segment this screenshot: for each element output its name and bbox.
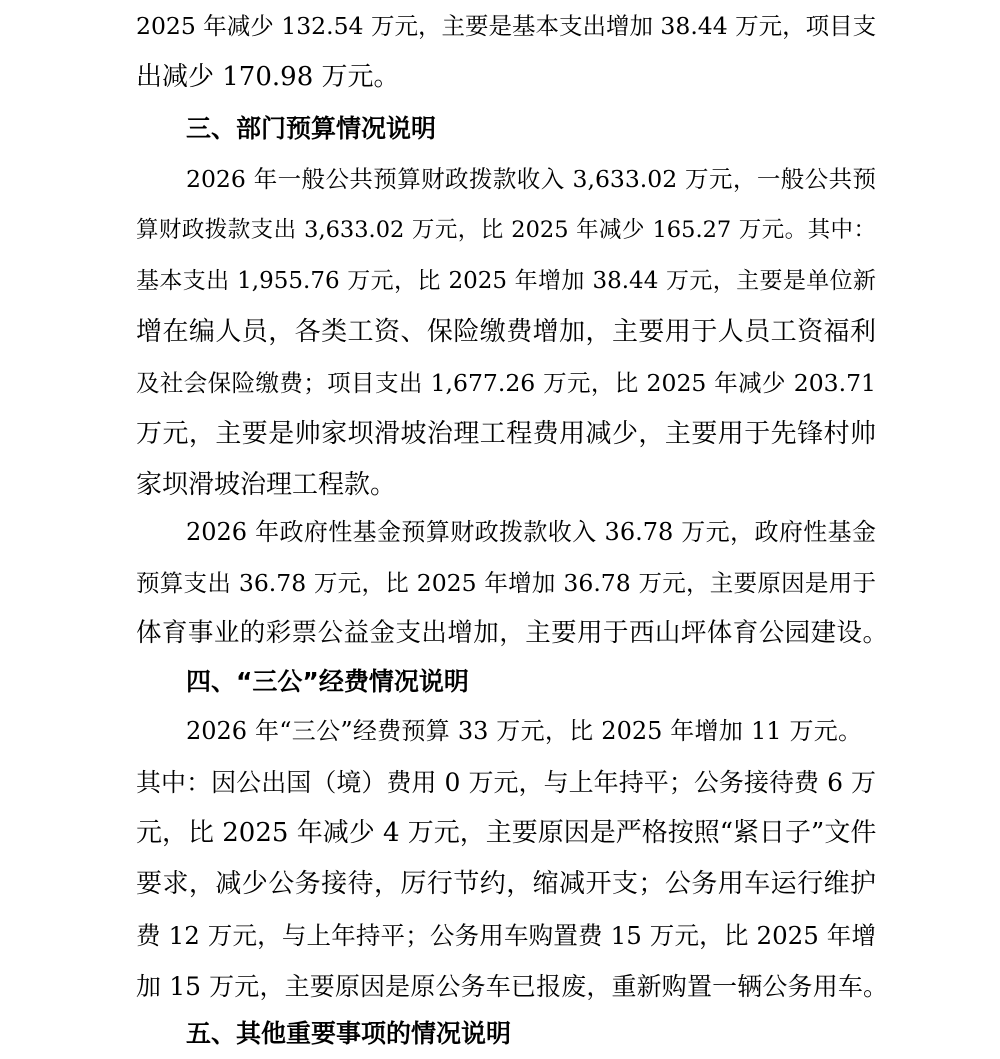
text-line: 体育事业的彩票公益金支出增加，主要用于西山坪体育公园建设。 (136, 618, 888, 648)
text-line: 费 12 万元，与上年持平；公务用车购置费 15 万元，比 2025 年增 (136, 921, 876, 950)
text-line: 要求，减少公务接待，厉行节约，缩减开支；公务用车运行维护 (136, 869, 876, 899)
text-line: 2026 年政府性基金预算财政拨款收入 36.78 万元，政府性基金 (186, 518, 876, 546)
text-line: 元，比 2025 年减少 4 万元，主要原因是严格按照“紧日子”文件 (136, 818, 876, 848)
text-line: 算财政拨款支出 3,633.02 万元，比 2025 年减少 165.27 万元。其中： (136, 217, 876, 243)
text-line: 加 15 万元，主要原因是原公务车已报废，重新购置一辆公务用车。 (136, 972, 888, 1001)
text-line: 出减少 170.98 万元。 (136, 62, 400, 92)
text-line: 家坝滑坡治理工程款。 (136, 470, 397, 500)
text-line: 2026 年“三公”经费预算 33 万元，比 2025 年增加 11 万元。 (186, 717, 862, 745)
text-line: 万元，主要是帅家坝滑坡治理工程费用减少，主要用于先锋村帅 (136, 419, 876, 449)
section-heading: 四、“三公”经费情况说明 (186, 667, 469, 696)
text-line: 2026 年一般公共预算财政拨款收入 3,633.02 万元，一般公共预 (186, 165, 876, 193)
text-line: 及社会保险缴费；项目支出 1,677.26 万元，比 2025 年减少 203.71 (136, 369, 876, 397)
section-heading: 五、其他重要事项的情况说明 (186, 1019, 512, 1048)
text-line: 预算支出 36.78 万元，比 2025 年增加 36.78 万元，主要原因是用于 (136, 569, 876, 597)
text-line: 基本支出 1,955.76 万元，比 2025 年增加 38.44 万元，主要是单位新 (136, 268, 876, 294)
text-line: 其中：因公出国（境）费用 0 万元，与上年持平；公务接待费 6 万 (136, 768, 876, 797)
text-line: 2025 年减少 132.54 万元，主要是基本支出增加 38.44 万元，项目支 (136, 12, 876, 40)
text-line: 增在编人员，各类工资、保险缴费增加，主要用于人员工资福利 (136, 317, 876, 347)
section-heading: 三、部门预算情况说明 (186, 114, 437, 143)
